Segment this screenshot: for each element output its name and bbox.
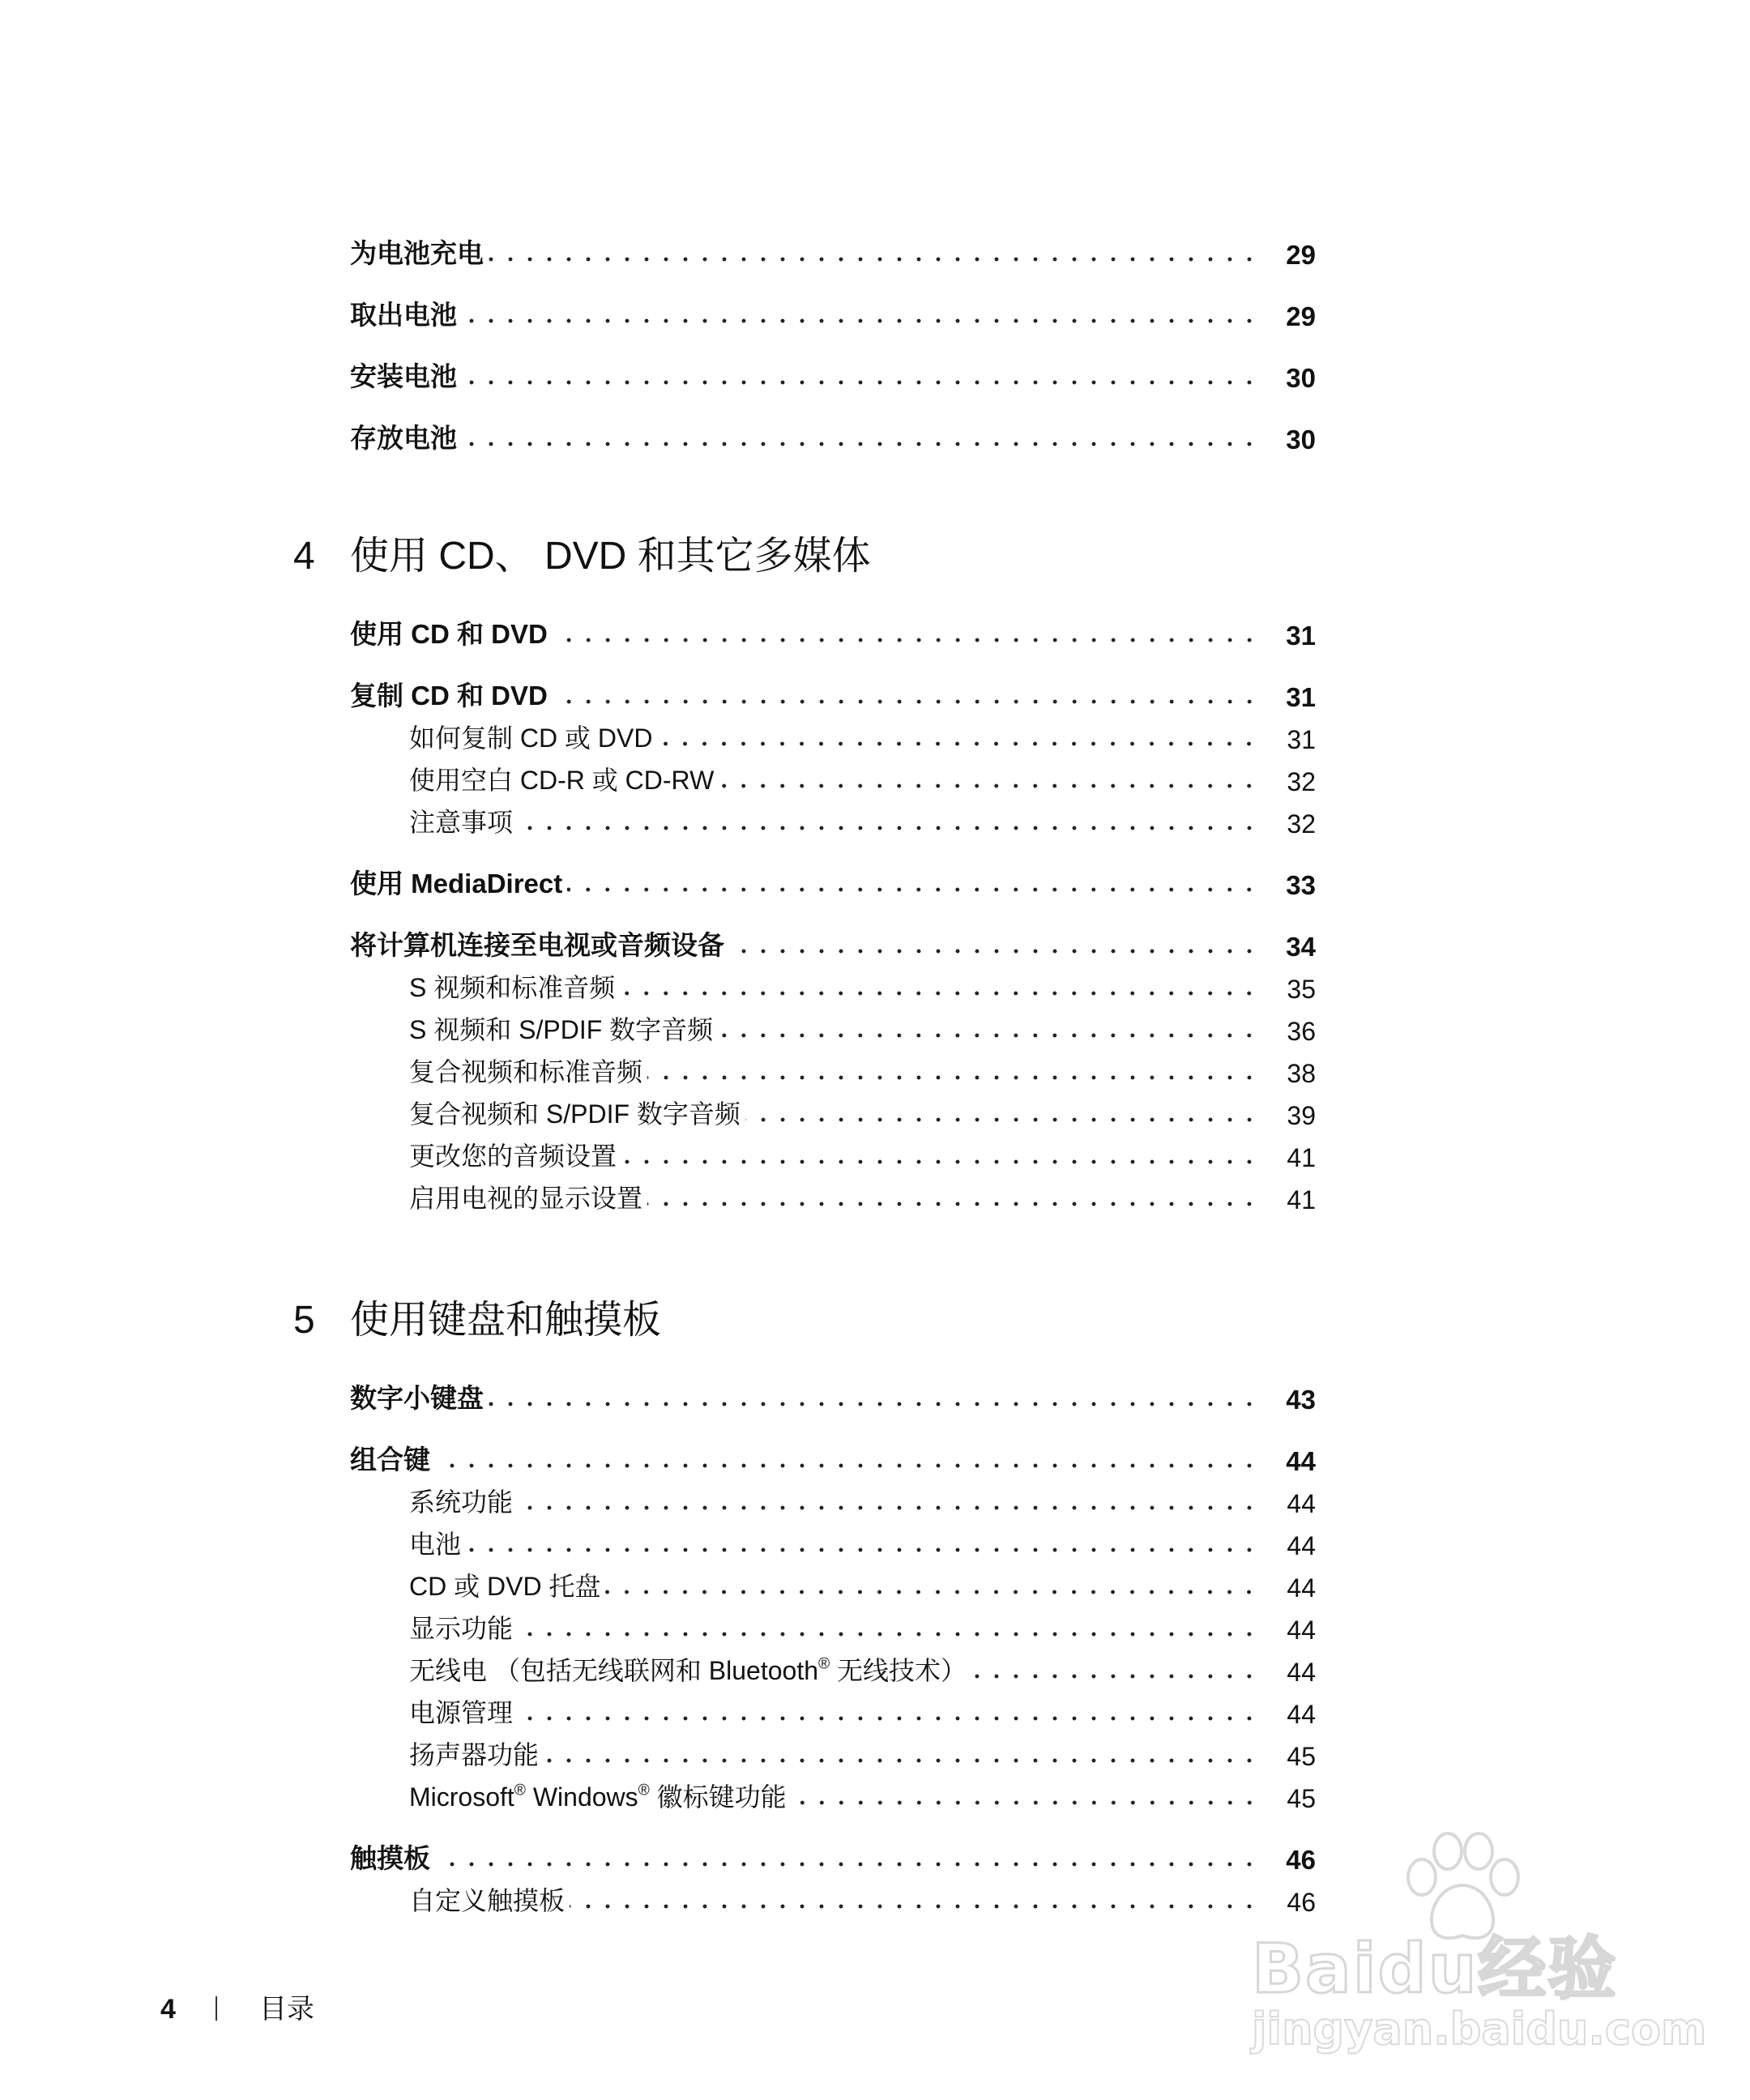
leader-dots — [553, 637, 1259, 643]
leader-dots — [518, 1631, 1259, 1637]
toc-subentry-page: 44 — [1287, 1700, 1316, 1729]
toc-entry-page: 29 — [1286, 240, 1316, 270]
toc-subentry-page: 41 — [1287, 1143, 1316, 1172]
toc-chapter-5 — [0, 1284, 1750, 1918]
toc-subentry-page: 36 — [1287, 1017, 1316, 1046]
toc-entry[interactable] — [0, 920, 1316, 962]
toc-subentry-label: 电池 — [409, 1530, 462, 1559]
toc-subentry[interactable] — [0, 1772, 1316, 1814]
toc-entry-page: 30 — [1286, 363, 1316, 393]
chapter-title: 使用 CD、 DVD 和其它多媒体 — [350, 535, 871, 578]
chapter-heading[interactable] — [0, 520, 1750, 593]
toc-subentry-label-part: 徽标键功能 — [649, 1782, 787, 1812]
registered-mark: ® — [638, 1782, 650, 1799]
toc-subentry[interactable] — [0, 755, 1316, 797]
footer-page-number: 4 — [160, 1994, 176, 2025]
leader-dots — [435, 1861, 1259, 1867]
toc-subentry[interactable] — [0, 1047, 1316, 1089]
leader-dots — [792, 1799, 1259, 1806]
toc-subentry-label-part: 无线技术） — [830, 1656, 967, 1685]
toc-entry[interactable] — [0, 1435, 1316, 1477]
footer-section-title: 目录 — [259, 1994, 314, 2025]
leader-dots — [621, 1159, 1259, 1165]
leader-dots — [719, 783, 1259, 789]
toc-subentry-label — [409, 1650, 971, 1688]
toc-subentry-label: 自定义触摸板 — [409, 1886, 566, 1915]
toc-subentry-page: 44 — [1287, 1573, 1316, 1603]
toc-entry-label: 取出电池 — [350, 300, 457, 330]
toc-subentry-label: 更改您的音频设置 — [409, 1142, 617, 1171]
toc-entry[interactable] — [0, 1373, 1316, 1415]
leader-dots — [489, 256, 1259, 262]
toc-subentry-label: 复合视频和 S/PDIF 数字音频 — [409, 1099, 741, 1129]
toc-entry-page: 34 — [1286, 932, 1316, 962]
toc-subentry-page: 41 — [1287, 1185, 1316, 1214]
leader-dots — [466, 1547, 1259, 1553]
toc-subentry-label: S 视频和标准音频 — [409, 973, 616, 1002]
leader-dots — [729, 948, 1259, 954]
toc-subentry-page: 32 — [1287, 809, 1316, 839]
leader-dots — [647, 1201, 1259, 1207]
toc-entry-label: 使用 MediaDirect — [350, 869, 563, 898]
toc-subentry[interactable] — [0, 1131, 1316, 1173]
toc-subentry[interactable] — [0, 1519, 1316, 1561]
baidu-watermark — [1252, 1827, 1707, 2070]
toc-entry-label: 将计算机连接至电视或音频设备 — [350, 930, 724, 960]
toc-subentry-label: 扬声器功能 — [409, 1740, 540, 1769]
leader-dots — [462, 318, 1259, 324]
leader-dots — [605, 1589, 1259, 1595]
toc-subentry-page: 44 — [1287, 1616, 1316, 1645]
leader-dots — [544, 1757, 1259, 1764]
toc-subentry-page: 32 — [1287, 767, 1316, 796]
toc-subentry-page: 46 — [1287, 1888, 1316, 1917]
footer-separator — [216, 1996, 217, 2021]
toc-subentry-label: 启用电视的显示设置 — [409, 1184, 643, 1213]
leader-dots — [971, 1673, 1259, 1680]
toc-subentry[interactable] — [0, 1603, 1316, 1645]
toc-entry-page: 44 — [1286, 1446, 1316, 1476]
toc-entry[interactable] — [0, 413, 1316, 455]
toc-subentry-page: 44 — [1287, 1531, 1316, 1560]
toc-subentry[interactable] — [0, 1645, 1316, 1688]
registered-mark: ® — [818, 1655, 830, 1673]
leader-dots — [570, 1903, 1259, 1910]
toc-entry-page: 46 — [1286, 1845, 1316, 1875]
toc-entry-page: 31 — [1286, 621, 1316, 651]
toc-subentry-label: 如何复制 CD 或 DVD — [409, 723, 653, 753]
chapter-title: 使用键盘和触摸板 — [350, 1299, 662, 1342]
chapter-number: 4 — [293, 535, 315, 578]
leader-dots — [462, 441, 1259, 447]
toc-entry-label: 触摸板 — [350, 1843, 430, 1873]
toc-subentry-page: 31 — [1287, 725, 1316, 754]
toc-entry[interactable] — [0, 228, 1316, 271]
toc-subentry-label: 电源管理 — [409, 1698, 514, 1727]
toc-subentry[interactable] — [0, 1173, 1316, 1215]
toc-subentry-label-part: Microsoft — [409, 1782, 514, 1812]
toc-entry-label: 数字小键盘 — [350, 1383, 484, 1413]
leader-dots — [657, 741, 1259, 747]
toc-subentry[interactable] — [0, 1561, 1316, 1603]
toc-subentry-label: 复合视频和标准音频 — [409, 1057, 643, 1086]
toc-entry-page: 29 — [1286, 301, 1316, 331]
toc-subentry-page: 39 — [1287, 1101, 1316, 1130]
toc-entry[interactable] — [0, 352, 1316, 394]
chapter-heading[interactable] — [0, 1284, 1750, 1357]
leader-dots — [567, 886, 1259, 893]
toc-subentry[interactable] — [0, 713, 1316, 755]
toc-subentry-label — [409, 1777, 792, 1814]
leader-dots — [553, 698, 1259, 705]
leader-dots — [518, 1715, 1259, 1722]
toc-entry[interactable] — [0, 671, 1316, 713]
toc-subentry-page: 35 — [1287, 975, 1316, 1004]
toc-subentry-page: 44 — [1287, 1658, 1316, 1687]
toc-entry[interactable] — [0, 290, 1316, 332]
toc-entry-label: 组合键 — [350, 1445, 430, 1475]
registered-mark: ® — [514, 1782, 526, 1799]
toc-entry-page: 30 — [1286, 425, 1316, 455]
toc-subentry-label-part: 无线电 （包括无线联网和 Bluetooth — [409, 1656, 819, 1685]
toc-subentry[interactable] — [0, 1876, 1316, 1918]
toc-entry-label: 复制 CD 和 DVD — [350, 681, 548, 711]
leader-dots — [518, 825, 1259, 831]
leader-dots — [518, 1505, 1259, 1511]
toc-subentry-label: CD 或 DVD 托盘 — [409, 1572, 601, 1601]
watermark-brand: Baidu经验 — [1252, 1929, 1618, 2008]
toc-subentry-label: 显示功能 — [409, 1614, 514, 1643]
toc-entry-page: 33 — [1286, 870, 1316, 900]
leader-dots — [745, 1116, 1259, 1123]
toc-entry-page: 43 — [1286, 1385, 1316, 1415]
toc-chapter-4 — [0, 520, 1750, 1215]
toc-subentry-page: 45 — [1287, 1784, 1316, 1813]
toc-subentry[interactable] — [0, 797, 1316, 839]
toc-subentry-page: 44 — [1287, 1489, 1316, 1518]
toc-entry-label: 为电池充电 — [350, 238, 484, 268]
toc-subentry[interactable] — [0, 1688, 1316, 1730]
toc-subentry[interactable] — [0, 1477, 1316, 1519]
toc-subentry-label: S 视频和 S/PDIF 数字音频 — [409, 1015, 714, 1044]
toc-entry[interactable] — [0, 609, 1316, 651]
toc-section-3-tail — [0, 228, 1750, 455]
toc-entry-label: 安装电池 — [350, 361, 457, 391]
toc-entry-label: 使用 CD 和 DVD — [350, 619, 548, 649]
watermark-url: jingyan.baidu.com — [1252, 2004, 1707, 2055]
leader-dots — [718, 1032, 1259, 1039]
toc-subentry[interactable] — [0, 1005, 1316, 1047]
toc-entry-label: 存放电池 — [350, 423, 457, 453]
toc-subentry-page: 38 — [1287, 1059, 1316, 1088]
toc-subentry-page: 45 — [1287, 1742, 1316, 1771]
toc-subentry[interactable] — [0, 962, 1316, 1005]
chapter-number: 5 — [293, 1299, 315, 1342]
toc-subentry-label: 系统功能 — [409, 1488, 514, 1517]
toc-subentry[interactable] — [0, 1089, 1316, 1131]
toc-subentry[interactable] — [0, 1730, 1316, 1772]
leader-dots — [620, 990, 1259, 997]
leader-dots — [647, 1074, 1259, 1081]
toc-entry[interactable] — [0, 1833, 1316, 1876]
toc-subentry-label-part: Windows — [525, 1782, 638, 1812]
toc-entry[interactable] — [0, 859, 1316, 901]
leader-dots — [462, 379, 1259, 386]
toc-subentry-label: 注意事项 — [409, 808, 514, 837]
leader-dots — [435, 1462, 1259, 1469]
toc-subentry-label: 使用空白 CD-R 或 CD-RW — [409, 766, 715, 795]
leader-dots — [489, 1401, 1259, 1407]
toc-entry-page: 31 — [1286, 682, 1316, 712]
